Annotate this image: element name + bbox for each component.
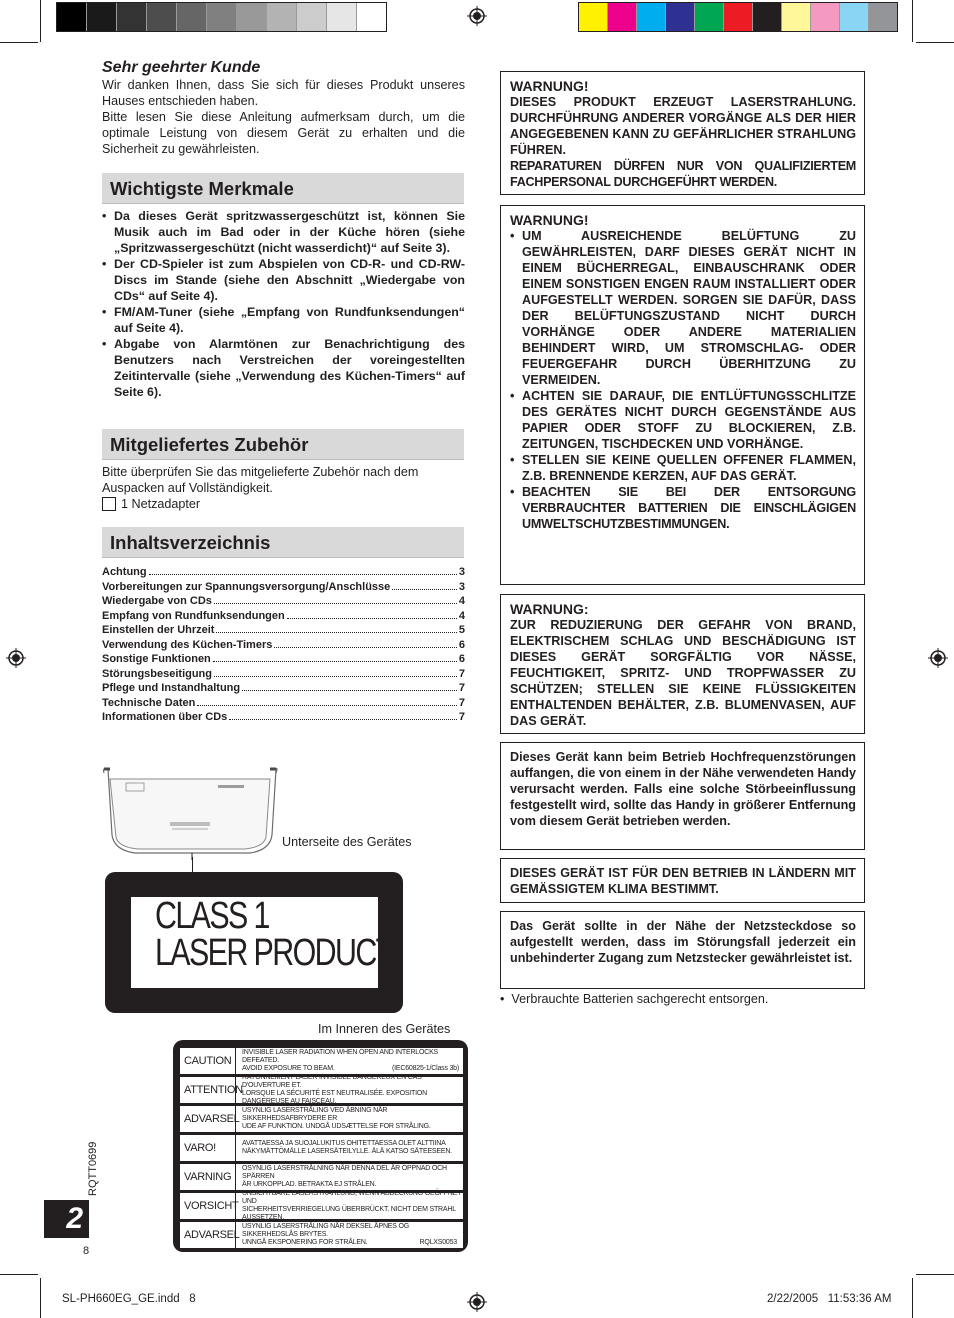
note-box-interference: [500, 742, 865, 850]
warning-label-lang: VARNING: [180, 1164, 236, 1190]
laser-class-line1: CLASS 1: [155, 895, 269, 937]
warning-list-item: • UM AUSREICHENDE BELÜFTUNG ZU GEWÄHRLEISTEN, DARF DIESES GERÄT NICHT IN EINEM BÜCHERREGAL, EINBAUSCHRANK ODER EINEM SONSTIGEN ENGEN RAUM INSTALLIERT ODER AUFGESTELLT WERDEN. SORGEN SIE DAFÜR, DASS DER BELÜFTUNGSZUSTAND NICHT DURCH VORHÄNGE ODER ANDERE MATERIALIEN BEHINDERT WIRD, UM STROMSCHLAG- ODER FEUERGEFAHR DURCH ÜBERHITZUNG ZU VERMEIDEN.: [510, 228, 856, 388]
warning-label-lang: ADVARSEL: [180, 1222, 236, 1248]
toc-entry[interactable]: [102, 638, 465, 653]
note-text: DIESES GERÄT IST FÜR DEN BETRIEB IN LÄNDERN MIT GEMÄSSIGTEM KLIMA BESTIMMT.: [510, 866, 856, 896]
accessories-heading: Mitgeliefertes Zubehör: [102, 429, 464, 460]
warning-label-line: USYNLIG LASERSTRÅLING NÅR DEKSEL ÅPNES OG SIKKERHEDSLÅS BRYTES.: [242, 1223, 409, 1238]
warning-label-line: INVISIBLE LASER RADIATION WHEN OPEN AND INTERLOCKS DEFEATED.: [242, 1049, 439, 1064]
gray-swatch: [207, 3, 237, 31]
warning-label-line: UNNGÅ EKSPONERING FOR STRÅLEN.: [242, 1239, 368, 1246]
color-swatch: [840, 3, 869, 31]
toc-title: Achtung: [102, 566, 147, 578]
accessories-section: [102, 464, 465, 512]
warning-label-line: OSYNLIG LASERSTRÅLNING NÄR DENNA DEL ÄR ÖPPNAD OCH SPÄRREN: [242, 1165, 447, 1180]
color-swatch: [724, 3, 753, 31]
warning-label-lang: ATTENTION: [180, 1077, 236, 1103]
note-text: Das Gerät sollte in der Nähe der Netzsteckdose so aufgestellt werden, dass im Störungsfall jederzeit ein unbehinderter Zugang zum Netzstecker gewährleistet ist.: [510, 919, 856, 965]
warning-text: REPARATUREN DÜRFEN NUR VON QUALIFIZIERTEM FACHPERSONAL DURCHGEFÜHRT WERDEN.: [510, 159, 856, 189]
gray-swatch: [297, 3, 327, 31]
toc-page: 3: [458, 566, 465, 578]
toc-page: 4: [458, 609, 465, 622]
toc-title: Informationen über CDs: [102, 711, 228, 723]
warning-list-item: • ACHTEN SIE DARAUF, DIE ENTLÜFTUNGSSCHLITZE DES GERÄTES NICHT DURCH GEGENSTÄNDE AUS PAPIER ODER STOFF ZU BLOCKIEREN, Z.B. ZEITUNGEN, TISCHDECKEN UND VORHÄNGE.: [510, 388, 856, 452]
warning-label-row: [180, 1135, 463, 1161]
toc-page: 3: [458, 580, 465, 593]
warning-list-item: • BEACHTEN SIE BEI DER ENTSORGUNG VERBRAUCHTER BATTERIEN DIE EINSCHLÄGIGEN UMWELTSCHUTZBESTIMMUNGEN.: [510, 484, 856, 532]
footer-timestamp: 2/22/2005 11:53:36 AM: [767, 1293, 892, 1305]
crop-mark: [916, 42, 954, 43]
toc-title: Sonstige Funktionen: [102, 653, 211, 665]
warning-label-ref: (IEC60825-1/Class 3b): [392, 1065, 459, 1072]
caption-inside: Im Inneren des Gerätes: [318, 1022, 451, 1036]
toc-title: Störungsbeseitigung: [102, 667, 212, 680]
warning-text: ZUR REDUZIERUNG DER GEFAHR VON BRAND, ELEKTRISCHEM SCHLAG UND BESCHÄDIGUNG IST DIESES GERÄT SORGFÄLTIG VOR NÄSSE, FEUCHTIGKEIT, SPRITZ- UND TROPFWASSER ZU SCHÜTZEN; STELLEN SIE KEINE FLÜSSIGKEITEN ENTHALTENDEN BEHÄLTER, Z.B. BLUMENVASEN, AUF DAS GERÄT.: [510, 618, 856, 728]
greeting-section: [102, 59, 465, 157]
crop-mark: [0, 42, 38, 43]
gray-swatch: [147, 3, 177, 31]
feature-item: • Da dieses Gerät spritzwassergeschützt ist, können Sie Musik auch im Bad oder in der Küche hören (siehe „Spritzwassergeschützt (nicht wasserdicht)“ auf Seite 3).: [102, 208, 465, 256]
color-swatch: [579, 3, 608, 31]
warning-label-line: AVOID EXPOSURE TO BEAM.: [242, 1065, 335, 1072]
caption-bottom: Unterseite des Gerätes: [282, 835, 412, 849]
footer-file: SL-PH660EG_GE.indd 8: [62, 1293, 196, 1305]
toc-title: Vorbereitungen zur Spannungsversorgung/Anschlüsse: [102, 580, 391, 593]
registration-mark-icon: [6, 648, 26, 668]
warning-heading: WARNUNG:: [510, 601, 589, 617]
note-box-socket: [500, 911, 865, 989]
crop-mark: [916, 1274, 954, 1275]
warning-label-line: LORSQUE LA SÉCURITÉ EST NEUTRALISÉE. EXPOSITION DANGEREUSE AU FAISCEAU.: [242, 1090, 427, 1105]
greeting-paragraph: Bitte lesen Sie diese Anleitung aufmerksam durch, um die optimale Leistung von diesem Gerät zu erhalten und die Sicherheit zu gewährleisten.: [102, 110, 465, 156]
checkbox-icon: [102, 497, 116, 511]
laser-class-text: [155, 895, 393, 974]
toc-page: 7: [458, 711, 465, 723]
warning-label-line: NÄKYMÄTTÖMÄLLE LASERSÄTEILYLLE. ÄLÄ KATSO SÄTEESEEN.: [242, 1148, 452, 1155]
toc-entry[interactable]: [102, 667, 465, 682]
features-list: [102, 208, 465, 400]
warning-label-row: [180, 1190, 463, 1221]
features-heading: Wichtigste Merkmale: [102, 173, 464, 204]
warning-label-lang: ADVARSEL: [180, 1106, 236, 1132]
device-bottom-illustration: [100, 765, 280, 860]
gray-swatch: [237, 3, 267, 31]
registration-mark-icon: [928, 648, 948, 668]
page-number-tab: [44, 1200, 89, 1238]
color-swatch: [782, 3, 811, 31]
crop-mark: [40, 1278, 41, 1318]
grayscale-bar: [56, 2, 387, 32]
warning-label-lang: CAUTION: [180, 1048, 236, 1074]
color-swatch: [695, 3, 724, 31]
toc-title: Verwendung des Küchen-Timers: [102, 638, 273, 651]
crop-mark: [0, 1274, 38, 1275]
toc-entry[interactable]: [102, 609, 465, 624]
gray-swatch: [357, 3, 386, 31]
toc-title: Einstellen der Uhrzeit: [102, 624, 215, 636]
color-swatch: [637, 3, 666, 31]
color-swatch: [811, 3, 840, 31]
feature-item: • Der CD-Spieler ist zum Abspielen von CD-R- und CD-RW-Discs im Stande (siehe den Abschnitt „Wiedergabe von CDs“ auf Seite 4).: [102, 256, 465, 304]
accessory-label: 1 Netzadapter: [121, 497, 201, 511]
warning-label-lang: VORSICHT: [180, 1193, 236, 1219]
gray-swatch: [327, 3, 357, 31]
feature-item: • FM/AM-Tuner (siehe „Empfang von Rundfunksendungen“ auf Seite 4).: [102, 304, 465, 336]
warning-heading: WARNUNG!: [510, 212, 589, 228]
warning-list: [510, 228, 856, 532]
pointer-line: [192, 857, 193, 873]
page-number: 2: [66, 1202, 83, 1235]
warning-label-line: USYNLIG LASERSTRÅLING VED ÅBNING NÅR SIKKERHEDSAFBRYDERE ER: [242, 1107, 388, 1122]
toc-entry[interactable]: [102, 652, 465, 667]
warning-label-row: [180, 1048, 463, 1074]
gray-swatch: [177, 3, 207, 31]
accessories-item: [102, 496, 465, 512]
color-swatch: [869, 3, 897, 31]
warning-label-row: [180, 1164, 463, 1190]
warning-box-moisture: [500, 594, 865, 734]
color-swatch: [666, 3, 695, 31]
toc-entry[interactable]: [102, 696, 465, 711]
toc-entry[interactable]: [102, 623, 465, 638]
battery-note-text: Verbrauchte Batterien sachgerecht entsorgen.: [511, 992, 769, 1006]
warning-box-ventilation: [500, 205, 865, 585]
registration-mark-icon: [467, 1292, 487, 1312]
crop-mark: [912, 1278, 913, 1318]
toc-page: 7: [458, 682, 465, 694]
toc-entry[interactable]: [102, 594, 465, 609]
warning-label-row: [180, 1106, 463, 1132]
features-list-container: [102, 208, 465, 400]
accessories-text: Bitte überprüfen Sie das mitgelieferte Zubehör nach dem Auspacken auf Vollständigkeit.: [102, 465, 419, 495]
toc-entry[interactable]: [102, 580, 465, 595]
toc-entry[interactable]: [102, 565, 465, 580]
toc-entry[interactable]: [102, 681, 465, 696]
gray-swatch: [57, 3, 87, 31]
warning-label-line: UNSICHTBARE LASERSTRAHLUNG, WENN ABDECKUNG GEÖFFNET UND: [242, 1190, 462, 1205]
page-small-number: 8: [83, 1245, 90, 1257]
warning-box-laser: [500, 71, 865, 195]
toc-page: 7: [458, 667, 465, 680]
warning-label-line: AVATTAESSA JA SUOJALUKITUS OHITETTAESSA OLET ALTTIINA: [242, 1140, 446, 1147]
battery-note: [500, 992, 768, 1006]
warning-label-line: ÄR URKOPPLAD. BETRAKTA EJ STRÅLEN.: [242, 1181, 377, 1188]
gray-swatch: [267, 3, 297, 31]
toc-title: Pflege und Instandhaltung: [102, 682, 241, 694]
crop-mark: [912, 0, 913, 42]
warning-label-lang: VARO!: [180, 1135, 236, 1161]
note-box-climate: [500, 858, 865, 903]
toc-list: [102, 565, 465, 725]
warning-label-ref: RQLXS0053: [419, 1239, 457, 1246]
gray-swatch: [117, 3, 147, 31]
color-swatch: [608, 3, 637, 31]
warning-list-item: • STELLEN SIE KEINE QUELLEN OFFENER FLAMMEN, Z.B. BRENNENDE KERZEN, AUF DAS GERÄT.: [510, 452, 856, 484]
crop-mark: [40, 0, 41, 42]
bullet-icon: •: [500, 992, 512, 1006]
warning-heading: WARNUNG!: [510, 78, 589, 94]
gray-swatch: [87, 3, 117, 31]
warning-label-row: [180, 1074, 463, 1105]
doc-code: RQTT0699: [87, 1141, 99, 1196]
laser-class-line2: LASER PRODUCT: [155, 932, 393, 974]
toc-page: 5: [458, 624, 465, 636]
process-color-bar: [578, 2, 898, 32]
toc-page: 6: [458, 638, 465, 651]
note-text: Dieses Gerät kann beim Betrieb Hochfrequenzstörungen auffangen, die von einem in der Nähe verwendeten Handy verursacht werden. Falls eine solche Störbeeinflussung festgestellt wird, sollte das Handy in größerer Entfernung vom diesem Gerät betrieben werden.: [510, 750, 856, 828]
registration-mark-icon: [467, 6, 487, 26]
greeting-paragraph: Wir danken Ihnen, dass Sie sich für dieses Produkt unseres Hauses entschieden haben.: [102, 78, 465, 108]
color-swatch: [753, 3, 782, 31]
warning-label-line: SICHERHEITSVERRIEGELUNG ÜBERBRÜCKT. NICHT DEM STRAHL AUSSETZEN.: [242, 1206, 456, 1221]
warning-text: DIESES PRODUKT ERZEUGT LASERSTRAHLUNG. DURCHFÜHRUNG ANDERER VORGÄNGE ALS DER HIER ANGEGEBENEN KANN ZU GEFÄHRLICHER STRAHLUNG FÜHREN.: [510, 95, 856, 157]
warning-label-line: RAYONNEMENT LASER INVISIBLE DANGEREUX EN CAS D'OUVERTURE ET.: [242, 1074, 422, 1089]
toc-title: Technische Daten: [102, 696, 196, 709]
toc-title: Empfang von Rundfunksendungen: [102, 609, 285, 622]
toc-entry[interactable]: [102, 710, 465, 725]
greeting-title: Sehr geehrter Kunde: [102, 59, 261, 76]
toc-heading: Inhaltsverzeichnis: [102, 527, 464, 558]
feature-item: • Abgabe von Alarmtönen zur Benachrichtigung des Benutzers nach Verstreichen der voreingestellten Zeitintervalle (siehe „Verwendung des Küchen-Timers“ auf Seite 6).: [102, 336, 465, 400]
toc-page: 6: [458, 653, 465, 665]
toc-page: 7: [458, 696, 465, 709]
warning-label-line: UDE AF FUNKTION. UNDGÅ UDSÆTTELSE FOR STRÅLING.: [242, 1123, 431, 1130]
toc-title: Wiedergabe von CDs: [102, 595, 212, 607]
warning-label-row: [180, 1222, 463, 1248]
toc-page: 4: [458, 595, 465, 607]
